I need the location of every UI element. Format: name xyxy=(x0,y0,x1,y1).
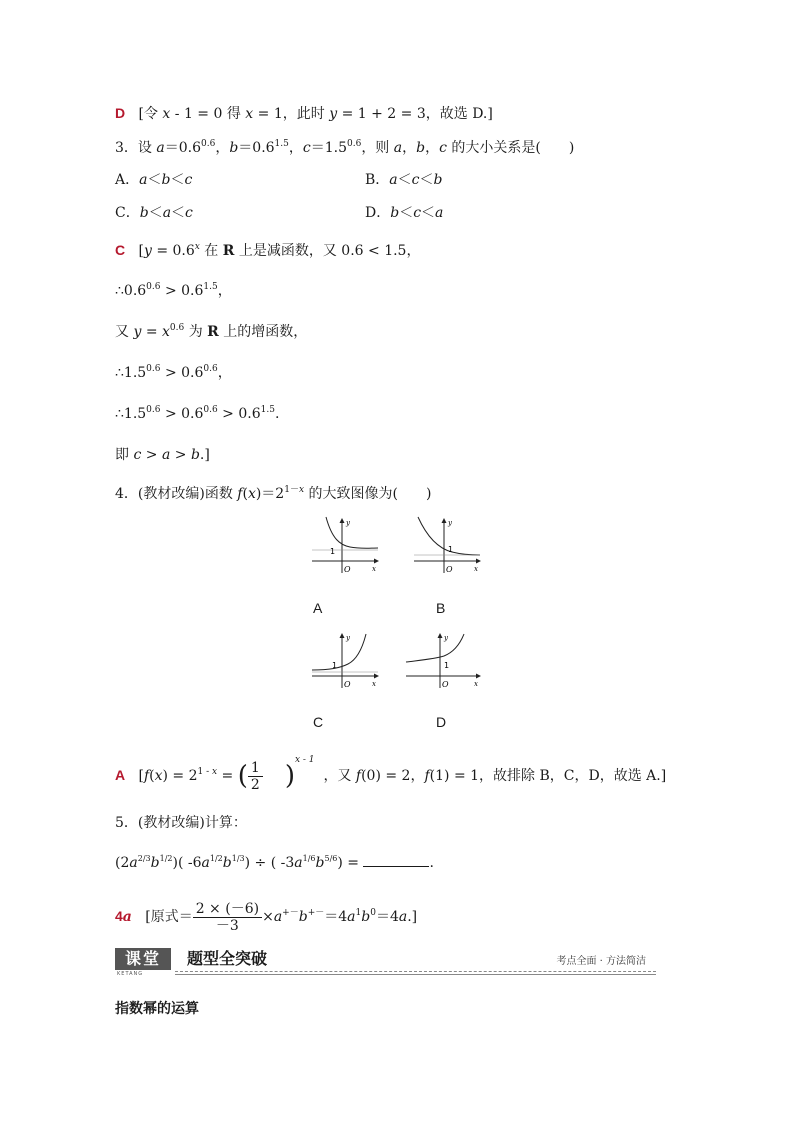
text: ， xyxy=(217,365,232,381)
label-one: 1 xyxy=(332,661,338,670)
var: a xyxy=(347,909,356,925)
text: > xyxy=(141,447,162,463)
text: ＜ xyxy=(397,172,412,188)
exponent: 1 - xyxy=(197,767,213,777)
text: [原式＝ xyxy=(145,909,193,925)
exp-den: 3 xyxy=(145,854,151,863)
text: 在 xyxy=(199,243,223,259)
text: = 0.6 xyxy=(151,243,195,259)
var: b xyxy=(298,909,308,925)
option-label: C． xyxy=(115,205,140,221)
var: f xyxy=(355,768,362,784)
option-label: B． xyxy=(365,172,390,188)
text: = xyxy=(217,768,238,784)
banner-divider xyxy=(175,971,656,972)
label-x: x xyxy=(474,680,478,688)
graph-c-label: C xyxy=(313,714,324,730)
text: (0) = 2， xyxy=(361,768,425,784)
solution-3-line-1 xyxy=(115,240,420,261)
var: a xyxy=(273,909,283,925)
exp-den: 6 xyxy=(310,854,316,863)
var: b xyxy=(433,172,443,188)
exp-den: 3 xyxy=(239,854,245,863)
question-3 xyxy=(115,138,574,158)
text: = xyxy=(141,324,163,340)
text: ，又 xyxy=(323,768,356,784)
exponent: 0.6 xyxy=(200,139,216,149)
label-origin: O xyxy=(446,565,453,574)
exponent: 1.5 xyxy=(274,139,289,149)
text: > xyxy=(170,447,191,463)
text: 为 xyxy=(184,324,208,340)
text: ＜ xyxy=(148,205,163,221)
text: ＝0.6 xyxy=(164,140,201,156)
question-4 xyxy=(115,484,431,504)
exponent-var: x xyxy=(298,485,305,495)
var: c xyxy=(439,140,447,156)
solution-5 xyxy=(115,898,417,935)
banner-title: 题型全突破 xyxy=(187,949,268,968)
label-one: 1 xyxy=(330,547,336,556)
graph-d-label: D xyxy=(436,714,447,730)
text: ＝4 xyxy=(324,909,348,925)
text: ) = 2 xyxy=(162,768,198,784)
label-one: 1 xyxy=(448,545,454,554)
var: b xyxy=(222,855,232,871)
solution-3-line-6 xyxy=(115,445,210,465)
exp-num: 1 xyxy=(159,854,165,863)
exp-num: 1 xyxy=(231,854,237,863)
text: > 0.6 xyxy=(160,283,204,299)
exponent-var: x xyxy=(212,767,218,777)
text: .] xyxy=(199,447,210,463)
text: 的大小关系是( ) xyxy=(446,140,575,156)
var: x xyxy=(162,324,170,340)
answer-blank[interactable] xyxy=(363,852,429,867)
exponent: 0.6 xyxy=(346,139,362,149)
exponent: +－ xyxy=(307,908,325,918)
solution-4 xyxy=(115,755,666,796)
answer-tag: 4a xyxy=(115,908,132,925)
exponent: 1 xyxy=(355,908,362,918)
text: ∴1.5 xyxy=(115,365,147,381)
question-5 xyxy=(115,813,247,833)
text: ) = xyxy=(337,855,364,871)
text: [令 xyxy=(138,106,163,122)
exponent: 0.6 xyxy=(146,405,161,415)
text: ＜ xyxy=(419,172,434,188)
var: a xyxy=(122,909,132,925)
text: ， xyxy=(217,283,232,299)
exponent: x - 1 xyxy=(294,755,315,765)
text: ， xyxy=(288,140,303,156)
question-5-expression: $(2a^{2/3}b^{1/2})$( $-6a^{1/2}b^{1/3}$) ÷ ( $-3a^{1/6}b^{5/6}$) = . xyxy=(115,854,434,871)
var: f xyxy=(237,486,243,502)
var: a xyxy=(161,447,171,463)
var: a xyxy=(398,909,408,925)
option-b[interactable] xyxy=(365,170,442,190)
exponent: 1.5 xyxy=(203,282,218,292)
solution-3-line-3 xyxy=(115,322,307,342)
text: ) ÷ ( -3 xyxy=(244,855,295,871)
text: ， xyxy=(402,140,417,156)
exp-num: 1 xyxy=(209,854,215,863)
answer-tag: A xyxy=(115,767,126,783)
text: ＜ xyxy=(421,205,436,221)
var: a xyxy=(435,205,444,221)
text: . xyxy=(274,406,280,422)
var: f xyxy=(424,768,430,784)
var: a xyxy=(156,140,165,156)
var: x xyxy=(247,486,256,502)
text: 上的增函数， xyxy=(218,324,308,340)
var: a xyxy=(139,172,148,188)
text: ＜ xyxy=(147,172,162,188)
text: > 0.6 xyxy=(217,406,261,422)
var: a xyxy=(389,172,398,188)
var: b xyxy=(315,855,325,871)
var: c xyxy=(133,447,142,463)
banner-badge: 课堂 xyxy=(115,948,171,970)
var: b xyxy=(190,447,200,463)
exp-num: 1 xyxy=(302,854,308,863)
var: x xyxy=(245,106,254,122)
text: )＝2 xyxy=(255,486,285,502)
text: [ xyxy=(138,768,144,784)
curve xyxy=(406,634,464,662)
var: y xyxy=(143,243,152,259)
exp-den: 6 xyxy=(332,854,338,863)
denominator: 2 xyxy=(250,776,260,793)
exponent: 0.6 xyxy=(146,282,161,292)
numerator: 2 × (－6) xyxy=(193,901,262,918)
curve xyxy=(312,634,366,670)
text: ，则 xyxy=(361,140,394,156)
label-x: x xyxy=(372,565,376,573)
answer-line-q2 xyxy=(115,103,493,124)
text: 上是减函数，又 0.6 < 1.5， xyxy=(234,243,421,259)
var: b xyxy=(361,909,371,925)
right-paren: ) xyxy=(284,761,295,791)
text: 5．(教材改编)计算： xyxy=(115,815,247,831)
exponent: 1－ xyxy=(284,485,299,495)
fraction xyxy=(248,760,263,793)
option-a[interactable] xyxy=(115,170,192,190)
set-symbol: R xyxy=(222,243,235,259)
text: 即 xyxy=(115,447,134,463)
label-y: y xyxy=(448,519,452,527)
label-x: x xyxy=(474,565,478,573)
solution-3-line-4 xyxy=(115,363,232,383)
solution-3-line-5 xyxy=(115,404,279,424)
text: = 1 + 2 = 3，故选 D.] xyxy=(337,106,493,122)
text: ( xyxy=(242,486,248,502)
text: ( xyxy=(149,768,155,784)
label-y: y xyxy=(346,634,350,642)
graph-b[interactable] xyxy=(412,515,484,575)
var: x xyxy=(162,106,171,122)
label-x: x xyxy=(372,680,376,688)
var: a xyxy=(162,205,172,221)
var: c xyxy=(184,172,193,188)
left-paren: ( xyxy=(237,761,248,791)
text: 4．(教材改编)函数 xyxy=(115,486,238,502)
curve xyxy=(326,517,378,548)
text: (1) = 1，故排除 B，C，D，故选 A.] xyxy=(429,768,667,784)
var: f xyxy=(143,768,150,784)
exponent: 0 xyxy=(370,908,376,918)
graph-a[interactable] xyxy=(310,515,382,575)
exponent: 0.6 xyxy=(146,364,161,374)
exp-num: 2 xyxy=(137,854,143,863)
exponent: 0.6 xyxy=(169,323,185,333)
var: a xyxy=(201,855,210,871)
var: b xyxy=(390,205,400,221)
var: b xyxy=(161,172,171,188)
text: - 1 = 0 得 xyxy=(170,106,246,122)
var: y xyxy=(329,106,338,122)
numerator: 1 xyxy=(248,760,263,777)
text: 的大致图像为( ) xyxy=(304,486,432,502)
label-origin: O xyxy=(344,565,351,574)
label-y: y xyxy=(346,519,350,527)
text: > 0.6 xyxy=(160,365,204,381)
var: c xyxy=(413,205,422,221)
graph-c[interactable] xyxy=(310,630,382,690)
var: c xyxy=(185,205,193,221)
answer-tag: C xyxy=(115,242,126,258)
section-title: 指数幂的运算 xyxy=(115,1001,199,1017)
banner-badge-subtitle: KETANG xyxy=(117,971,144,977)
label-origin: O xyxy=(344,680,351,689)
text: ＜ xyxy=(171,205,186,221)
text: )( -6 xyxy=(172,855,202,871)
text: .] xyxy=(407,909,418,925)
option-label: D． xyxy=(365,205,391,221)
banner-divider xyxy=(175,974,656,975)
exp-num: 5 xyxy=(324,854,330,863)
text: ∴1.5 xyxy=(115,406,147,422)
graph-a-label: A xyxy=(313,600,323,616)
label-origin: O xyxy=(442,680,449,689)
exponent: x xyxy=(194,242,200,252)
var: y xyxy=(133,324,142,340)
text: ， xyxy=(425,140,440,156)
text: > 0.6 xyxy=(160,406,204,422)
var: b xyxy=(229,140,239,156)
solution-3-line-2 xyxy=(115,281,232,301)
text: ＝0.6 xyxy=(238,140,275,156)
fraction xyxy=(193,901,262,934)
var: a xyxy=(294,855,303,871)
text: 3．设 xyxy=(115,140,157,156)
banner-slogan: 考点全面 · 方法简洁 xyxy=(556,956,646,967)
text: (2 xyxy=(115,855,130,871)
exp-den: 2 xyxy=(217,854,223,863)
var: c xyxy=(411,172,420,188)
text: ＜ xyxy=(399,205,414,221)
option-d[interactable] xyxy=(365,203,443,223)
answer-tag: D xyxy=(115,105,126,121)
text: ， xyxy=(215,140,230,156)
text: ∴0.6 xyxy=(115,283,147,299)
label-y: y xyxy=(444,634,448,642)
exponent: 0.6 xyxy=(203,405,218,415)
text: = 1，此时 xyxy=(253,106,330,122)
var: x xyxy=(154,768,163,784)
section-banner xyxy=(115,948,656,976)
text: 又 xyxy=(115,324,134,340)
var: c xyxy=(302,140,311,156)
text: ＝1.5 xyxy=(310,140,347,156)
denominator: －3 xyxy=(215,917,239,934)
option-c[interactable] xyxy=(115,203,193,223)
var: a xyxy=(129,855,138,871)
var: b xyxy=(139,205,149,221)
exponent: 0.6 xyxy=(203,364,218,374)
option-label: A． xyxy=(115,172,140,188)
var: b xyxy=(416,140,426,156)
graph-b-label: B xyxy=(436,600,446,616)
text: ＝4 xyxy=(375,909,399,925)
var: a xyxy=(393,140,403,156)
text: ＜ xyxy=(170,172,185,188)
exponent: 1.5 xyxy=(260,405,275,415)
label-one: 1 xyxy=(444,661,450,670)
text: . xyxy=(429,855,434,871)
graph-d[interactable] xyxy=(404,630,484,690)
var: b xyxy=(150,855,160,871)
text: [ xyxy=(138,243,144,259)
exp-den: 2 xyxy=(167,854,173,863)
exponent: +－ xyxy=(282,908,299,918)
text: × xyxy=(262,909,274,925)
set-symbol: R xyxy=(207,324,219,340)
